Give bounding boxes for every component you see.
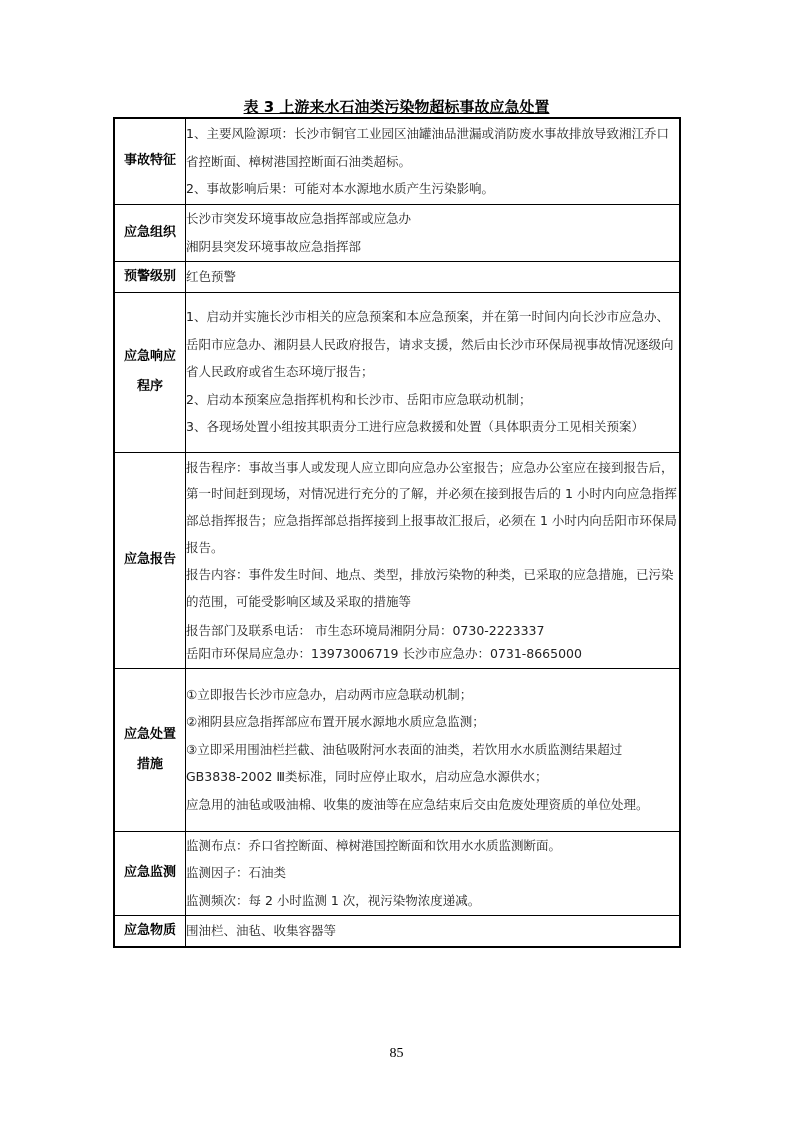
text-line: 2、启动本预案应急指挥机构和长沙市、岳阳市应急联动机制； (186, 391, 532, 407)
text-line: ②湘阴县应急指挥部应布置开展水源地水质应急监测； (186, 714, 485, 730)
text-line: 1、主要风险源项：长沙市铜官工业园区油罐油品泄漏或消防废水事故排放导致湘江乔口省控断面、樟树港国控断面石油类超标。 (186, 126, 669, 169)
label-line: 措施 (136, 756, 163, 772)
table-caption: 表 3 上游来水石油类污染物超标事故应急处置 (243, 98, 550, 116)
label-measures (114, 668, 186, 831)
label-warning: 预警级别 (114, 261, 186, 292)
label-line: 应急响应 (123, 349, 176, 364)
label-line: 应急处置 (123, 726, 176, 742)
content-measures (186, 668, 681, 831)
table-row-materials (114, 915, 680, 947)
text-line: 3、各现场处置小组按其职责分工进行应急救援和处置（具体职责分工见相关预案） (186, 419, 644, 435)
table-row-monitoring (114, 831, 680, 915)
emergency-table (113, 117, 681, 948)
text-line: 长沙市突发环境事故应急指挥部或应急办 (186, 211, 412, 226)
label-materials: 应急物质 (114, 915, 186, 947)
label-monitoring: 应急监测 (114, 831, 186, 915)
content-materials (186, 915, 681, 947)
table-row-report (114, 452, 680, 668)
text-line: 报告程序：事故当事人或发现人应立即向应急办公室报告；应急办公室应在接到报告后，第一时间赶到现场，对情况进行充分的了解，并必须在接到报告后的 1 小时内向应急指挥部总指挥报告；应急指挥部总指挥接到上报事故汇报后，必须在 1 小时内向岳阳市环保局报告。 (186, 459, 677, 555)
text-line: 监测布点：乔口省控断面、樟树港国控断面和饮用水水质监测断面。 (186, 837, 562, 853)
text-line: 应急用的油毡或吸油棉、收集的废油等在应急结束后交由危废处理资质的单位处理。 (186, 796, 649, 812)
content-procedure (186, 292, 681, 452)
text-line: ①立即报告长沙市应急办，启动两市应急联动机制； (186, 686, 473, 702)
contact-line: 报告部门及联系电话： 市生态环境局湘阴分局：0730-2223337 (186, 623, 545, 639)
text-line: 监测频次：每 2 小时监测 1 次，视污染物浓度递减。 (186, 892, 481, 908)
label-features: 事故特征 (114, 118, 186, 204)
content-features (186, 118, 681, 204)
table-row-procedure (114, 292, 680, 452)
label-report: 应急报告 (114, 452, 186, 668)
table-row-measures (114, 668, 680, 831)
table-row-organization (114, 204, 680, 261)
text-line: 报告内容：事件发生时间、地点、类型，排放污染物的种类，已采取的应急措施，已污染的范围，可能受影响区域及采取的措施等 (186, 566, 674, 609)
text-line: 湘阴县突发环境事故应急指挥部 (186, 238, 362, 254)
text-line: 1、启动并实施长沙市相关的应急预案和本应急预案，并在第一时间内向长沙市应急办、岳阳市应急办、湘阴县人民政府报告，请求支援，然后由长沙市环保局视事故情况逐级向省人民政府或省生态环境厅报告； (186, 309, 674, 380)
content-report (186, 452, 681, 668)
text-line: 监测因子：石油类 (186, 865, 287, 881)
table-row-warning (114, 261, 680, 292)
label-organization: 应急组织 (114, 204, 186, 261)
contact-line: 岳阳市环保局应急办：13973006719 长沙市应急办：0731-8665000 (186, 646, 582, 662)
text-line: 2、事故影响后果：可能对本水源地水质产生污染影响。 (186, 181, 494, 196)
label-line: 程序 (136, 379, 163, 394)
page-number: 85 (389, 1046, 404, 1061)
text-line: ③立即采用围油栏拦截、油毡吸附河水表面的油类，若饮用水水质监测结果超过 GB3838-2002 Ⅲ类标准，同时应停止取水，启动应急水源供水； (186, 741, 623, 785)
text-line: 红色预警 (186, 268, 237, 284)
content-warning (186, 261, 681, 292)
text-line: 围油栏、油毡、收集容器等 (186, 922, 337, 938)
label-procedure (114, 292, 186, 452)
table-row-features (114, 118, 680, 204)
content-monitoring (186, 831, 681, 915)
content-organization (186, 204, 681, 261)
